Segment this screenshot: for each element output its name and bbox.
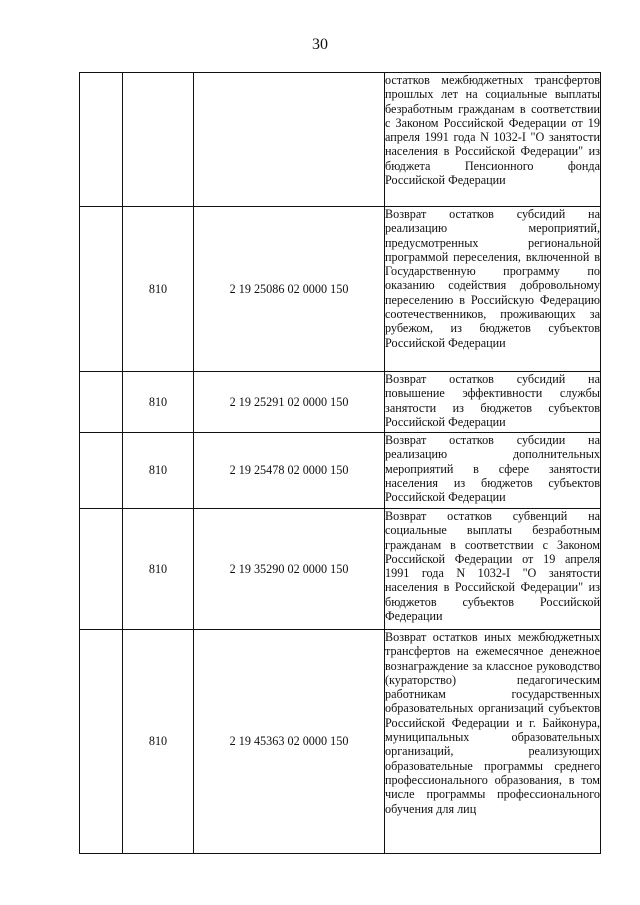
admin-code-cell	[123, 73, 194, 207]
table-row	[80, 630, 601, 854]
description-text: Возврат остатков субвенций на социальные выплаты безработным гражданам в соответствии с Законом Российской Федерации от 19 апреля 1991 года N 1032-I "О занятости населения в Российской Федерации" из бюджетов субъектов Российской Федерации	[385, 509, 600, 624]
description-text: Возврат остатков субсидии на реализацию дополнительных мероприятий в сфере занятости населения из бюджетов субъектов Российской Федерации	[385, 433, 600, 505]
table-row	[80, 509, 601, 630]
admin-code-cell: 810	[123, 509, 194, 630]
table-row	[80, 433, 601, 509]
description-text: остатков межбюджетных трансфертов прошлых лет на социальные выплаты безработным гражданам в соответствии с Законом Российской Федерации от 19 апреля 1991 года N 1032-I "О занятости населения в Российской Федерации" из бюджета Пенсионного фонда Российской Федерации	[385, 73, 600, 188]
description-cell	[385, 433, 601, 509]
page-number: 30	[312, 36, 328, 53]
description-cell	[385, 73, 601, 207]
kbk-cell: 2 19 45363 02 0000 150	[194, 630, 385, 854]
admin-code-cell: 810	[123, 207, 194, 372]
blank-cell	[80, 630, 123, 854]
budget-codes-table	[79, 72, 601, 854]
description-cell	[385, 372, 601, 433]
description-cell	[385, 207, 601, 372]
blank-cell	[80, 509, 123, 630]
description-cell	[385, 630, 601, 854]
blank-cell	[80, 433, 123, 509]
table-row	[80, 372, 601, 433]
blank-cell	[80, 73, 123, 207]
blank-cell	[80, 372, 123, 433]
kbk-cell: 2 19 25291 02 0000 150	[194, 372, 385, 433]
kbk-cell: 2 19 25086 02 0000 150	[194, 207, 385, 372]
blank-cell	[80, 207, 123, 372]
kbk-cell: 2 19 35290 02 0000 150	[194, 509, 385, 630]
description-text: Возврат остатков субсидий на повышение эффективности службы занятости из бюджетов субъектов Российской Федерации	[385, 372, 600, 429]
admin-code-cell: 810	[123, 433, 194, 509]
kbk-cell: 2 19 25478 02 0000 150	[194, 433, 385, 509]
admin-code-cell: 810	[123, 630, 194, 854]
description-cell	[385, 509, 601, 630]
admin-code-cell: 810	[123, 372, 194, 433]
kbk-cell	[194, 73, 385, 207]
table-row	[80, 207, 601, 372]
table-row	[80, 73, 601, 207]
description-text: Возврат остатков субсидий на реализацию мероприятий, предусмотренных региональной программой переселения, включенной в Государственную программу по оказанию содействия добровольному переселению в Российскую Федерацию соотечественников, проживающих за рубежом, из бюджетов субъектов Российской Федерации	[385, 207, 600, 350]
description-text: Возврат остатков иных межбюджетных трансфертов на ежемесячное денежное вознаграждение за классное руководство (кураторство) педагогическим работникам государственных образовательных организаций субъектов Российской Федерации и г. Байконура, муниципальных образовательных организаций, реализующих образовательные программы среднего профессионального образования, в том числе программы профессионального обучения для лиц	[385, 630, 600, 816]
